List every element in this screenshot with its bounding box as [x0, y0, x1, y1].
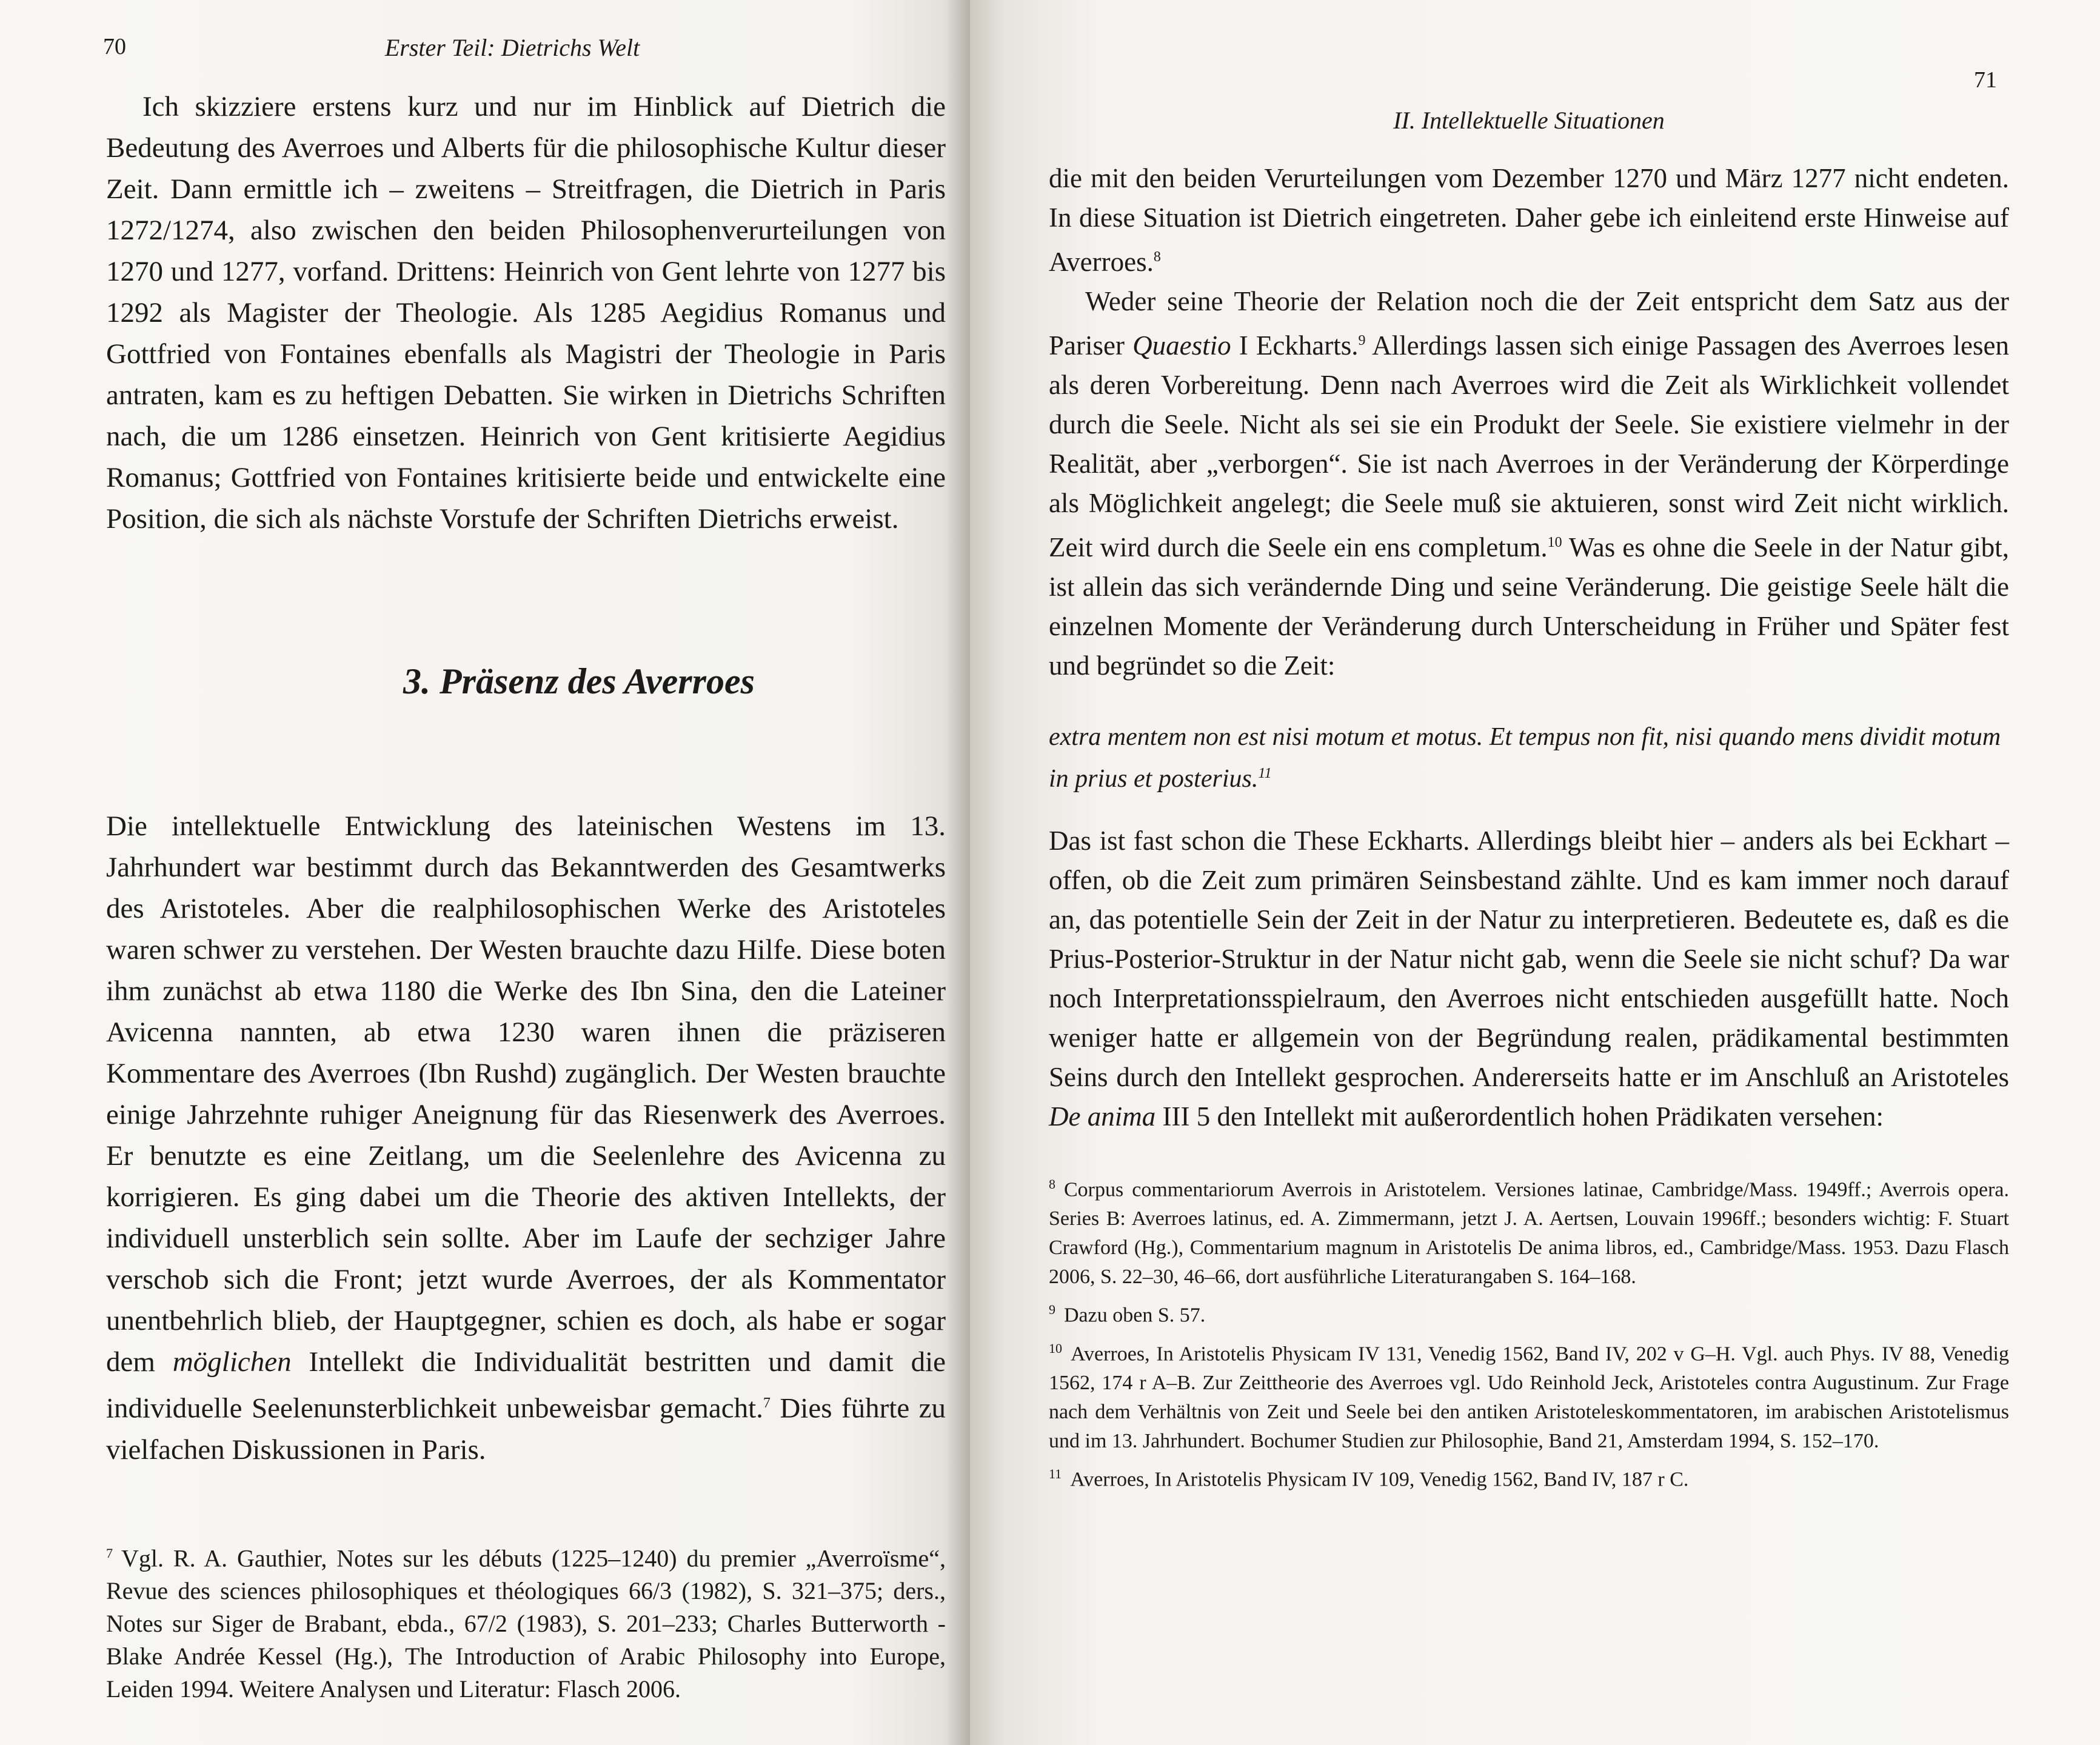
right-paragraph-2-b: I Eckharts.	[1231, 330, 1359, 361]
footnote-ref-10: 10	[1547, 535, 1562, 550]
right-paragraph-3-italic: De anima	[1049, 1101, 1156, 1132]
footnotes-left	[106, 1537, 946, 1706]
latin-quote-text: extra mentem non est nisi motum et motus. Et tempus non fit, nisi quando mens dividit motum in prius et posterius.	[1049, 723, 2001, 793]
footnote-ref-7: 7	[763, 1395, 771, 1411]
footnote-11	[1049, 1460, 2009, 1494]
section-heading: 3. Präsenz des Averroes	[403, 661, 755, 701]
right-paragraph-2	[1049, 282, 2009, 686]
footnote-9	[1049, 1295, 2009, 1330]
section-paragraph-cont: Intellekt die Individualität bestritten und damit die individuelle Seelenunsterblichkeit unbeweisbar gemacht.	[106, 1346, 946, 1424]
right-paragraph-1-text: die mit den beiden Verurteilungen vom Dezember 1270 und März 1277 nicht endeten. In diese Situation ist Dietrich eingetreten. Daher gebe ich einleitend erste Hinweise auf Averroes.	[1049, 163, 2009, 277]
footnote-text-10: Averroes, In Aristotelis Physicam IV 131, Venedig 1562, Band IV, 202 v G–H. Vgl. auch Phys. IV 88, Venedig 1562, 174 r A–B. Zur Zeittheorie des Averroes vgl. Udo Reinhold Jeck, Aristoteles contra Augustinum. Zur Frage nach dem Verhältnis von Zeit und Seele bei den antiken Aristoteleskommentatoren, im arabischen Aristotelismus und im 13. Jahrhundert. Bochumer Studien zur Philosophie, Band 21, Amsterdam 1994, S. 152–170.	[1049, 1342, 2009, 1452]
section-paragraph-italic: möglichen	[172, 1346, 292, 1378]
footnote-ref-8: 8	[1153, 249, 1161, 265]
footnotes-right	[1049, 1170, 2009, 1494]
intro-paragraph: Ich skizziere erstens kurz und nur im Hinblick auf Dietrich die Bedeutung des Averroes und Alberts für die philosophische Kultur dieser Zeit. Dann ermittle ich – zweitens – Streitfragen, die Dietrich in Paris 1272/1274, also zwischen den beiden Philosophenverurteilungen von 1270 und 1277, vorfand. Drittens: Heinrich von Gent lehrte von 1277 bis 1292 als Magister der Theologie. Als 1285 Aegidius Romanus und Gottfried von Fontaines ebenfalls als Magistri der Theologie in Paris antraten, kam es zu heftigen Debatten. Sie wirken in Dietrichs Schriften nach, die um 1286 einsetzen. Heinrich von Gent kritisierte Aegidius Romanus; Gottfried von Fontaines kritisierte beide und entwickelte eine Position, die sich als nächste Vorstufe der Schriften Dietrichs erweist.	[106, 91, 946, 535]
running-head-right: II. Intellektuelle Situationen	[1393, 107, 1665, 134]
footnote-7	[106, 1537, 946, 1706]
footnote-mark-7: 7	[106, 1545, 113, 1561]
footnote-mark-8: 8	[1049, 1176, 1055, 1192]
page-number-left: 70	[103, 34, 126, 59]
footnote-mark-10: 10	[1049, 1340, 1062, 1356]
footnote-text-7: Vgl. R. A. Gauthier, Notes sur les débuts (1225–1240) du premier „Averroïsme“, Revue des sciences philosophiques et théologiques 66/3 (1982), S. 321–375; ders., Notes sur Siger de Brabant, ebda., 67/2 (1983), S. 201–233; Charles Butterworth - Blake Andrée Kessel (Hg.), The Introduction of Arabic Philosophy into Europe, Leiden 1994. Weitere Analysen und Literatur: Flasch 2006.	[106, 1544, 946, 1703]
page-number-right: 71	[1974, 67, 1997, 93]
section-paragraph	[106, 806, 946, 1470]
right-paragraph-2-a: Weder seine Theorie der Relation noch die der Zeit entspricht dem Satz aus der Pariser	[1049, 286, 2009, 361]
right-paragraph-3-b: III 5 den Intellekt mit außerordentlich hohen Prädikaten versehen:	[1155, 1101, 1884, 1132]
footnote-mark-11: 11	[1049, 1466, 1062, 1481]
footnote-text-8: Corpus commentariorum Averrois in Aristotelem. Versiones latinae, Cambridge/Mass. 1949ff.; Averrois opera. Series B: Averroes latinus, ed. A. Zimmermann, jetzt J. A. Aertsen, Louvain 1996ff.; besonders wichtig: F. Stuart Crawford (Hg.), Commentarium magnum in Aristotelis De anima libros, ed., Cambridge/Mass. 1953. Dazu Flasch 2006, S. 22–30, 46–66, dort ausführliche Literaturangaben S. 164–168.	[1049, 1178, 2009, 1289]
section-paragraph-text: Die intellektuelle Entwicklung des lateinischen Westens im 13. Jahrhundert war bestimmt durch das Bekanntwerden des Gesamtwerks des Aristoteles. Aber die realphilosophischen Werke des Aristoteles waren schwer zu verstehen. Der Westen brauchte dazu Hilfe. Diese boten ihm zunächst ab etwa 1180 die Werke des Ibn Sina, den die Lateiner Avicenna nannten, ab etwa 1230 waren ihnen die präziseren Kommentare des Averroes (Ibn Rushd) zugänglich. Der Westen brauchte einige Jahrzehnte ruhiger Aneignung für das Riesenwerk des Averroes. Er benutzte es eine Zeitlang, um die Seelenlehre des Avicenna zu korrigieren. Es ging dabei um die Theorie des aktiven Intellekts, der individuell unsterblich sein sollte. Aber im Laufe der sechziger Jahre verschob sich die Front; jetzt wurde Averroes, der als Kommentator unentbehrlich blieb, der Hauptgegner, schien es doch, als habe er sogar dem	[106, 810, 946, 1378]
latin-quote	[1049, 719, 2009, 797]
right-paragraph-2-italic: Quaestio	[1132, 330, 1231, 361]
footnote-mark-9: 9	[1049, 1302, 1055, 1318]
left-page	[0, 0, 970, 1745]
right-paragraph-3	[1049, 821, 2009, 1136]
right-paragraph-2-d: Was es ohne die Seele in der Natur gibt, ist allein das sich verändernde Ding und seine Veränderung. Die geistige Seele hält die einzelnen Momente der Veränderung durch Unterscheidung in Früher und Später fest und begründet so die Zeit:	[1049, 532, 2009, 681]
footnote-ref-11: 11	[1258, 766, 1272, 781]
footnote-text-11: Averroes, In Aristotelis Physicam IV 109, Venedig 1562, Band IV, 187 r C.	[1070, 1468, 1689, 1491]
section-paragraph-end: Dies führte zu vielfachen Diskussionen in Paris.	[106, 1392, 946, 1466]
right-paragraph-1	[1049, 159, 2009, 282]
footnote-10	[1049, 1334, 2009, 1456]
footnote-text-9: Dazu oben S. 57.	[1064, 1304, 1206, 1327]
right-page	[970, 0, 2100, 1745]
running-head-left: Erster Teil: Dietrichs Welt	[384, 34, 640, 61]
footnote-8	[1049, 1170, 2009, 1292]
footnote-ref-9: 9	[1358, 333, 1366, 349]
right-paragraph-2-c: Allerdings lassen sich einige Passagen des Averroes lesen als deren Vorbereitung. Denn nach Averroes wird die Zeit als Wirklichkeit vollendet durch die Seele. Nicht als sei sie ein Produkt der Seele. Sie existiere vielmehr in der Realität, aber „verborgen“. Sie ist nach Averroes in der Veränderung der Körperdinge als Möglichkeit angelegt; die Seele muß sie aktuieren, sonst wird Zeit nicht wirklich. Zeit wird durch die Seele ein ens completum.	[1049, 330, 2009, 562]
right-paragraph-3-a: Das ist fast schon die These Eckharts. Allerdings bleibt hier – anders als bei Eckhart – offen, ob die Zeit zum primären Seinsbestand zählte. Und es kam immer noch darauf an, das potentielle Sein der Zeit in der Natur zu interpretieren. Bedeutete es, daß es die Prius-Posterior-Struktur in der Natur nicht gab, wenn die Seele sie nicht schuf? Da war noch Interpretationsspielraum, den Averroes nicht entschieden ausgefüllt hatte. Noch weniger hatte er allgemein von der Begründung realen, prädikamental bestimmten Seins durch den Intellekt gesprochen. Andererseits hatte er im Anschluß an Aristoteles	[1049, 826, 2009, 1092]
